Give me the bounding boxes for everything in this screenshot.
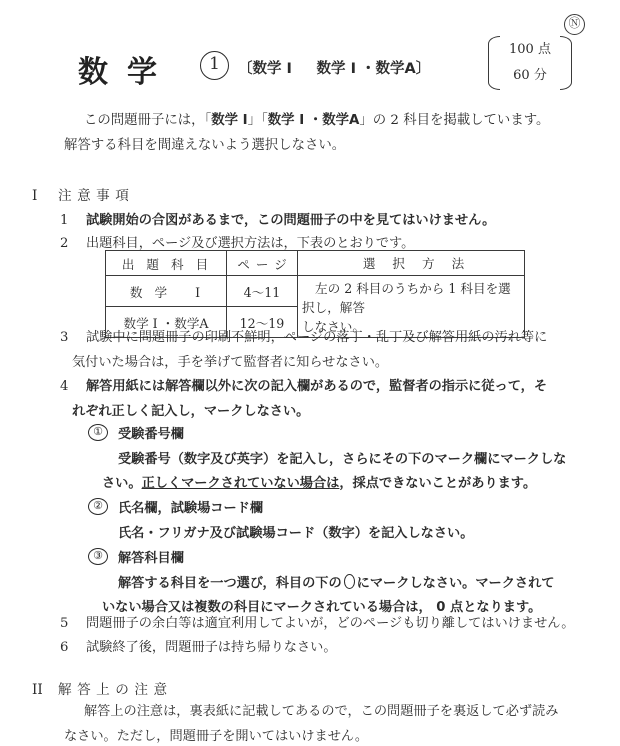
entry-3-text-b: にマークしなさい。マークされて xyxy=(356,575,555,591)
notice-item-3-line-2: 気付いた場合は，手を挙げて監督者に知らせなさい。 xyxy=(72,354,389,370)
notice-item-4-number: 4 xyxy=(60,379,69,394)
table-header-row xyxy=(106,251,525,276)
notice-item-3-number: 3 xyxy=(60,330,69,345)
notice-item-4 xyxy=(60,375,605,424)
entry-field-1-body-line-2 xyxy=(102,472,608,497)
page-title: 数学 xyxy=(78,55,176,90)
entry-1-text-a: さい。 xyxy=(102,476,142,491)
intro-bold-b: 数学 I ・数学A xyxy=(267,113,360,128)
header-cell-subject xyxy=(106,251,227,276)
header-subject-label: 出題科目 xyxy=(121,256,221,272)
section-1-numeral: I xyxy=(32,188,38,204)
section-2-body xyxy=(62,700,607,746)
entry-3-body-line-2: いない場合又は複数の科目にマークされている場合は， 0 点となります。 xyxy=(102,600,542,615)
notice-item-2-number: 2 xyxy=(60,236,69,251)
subject-detail: 〔数学 I 数学 I ・数学A〕 xyxy=(238,61,431,77)
entry-field-2-number: ② xyxy=(88,498,108,515)
intro-bold-a: 数学 I xyxy=(211,113,248,128)
header-cell-pages xyxy=(227,251,298,276)
cell-pages-1: 4〜11 xyxy=(227,276,298,307)
cell-pages-2: 12〜19 xyxy=(227,307,298,338)
section-2-title: 解答上の注意 xyxy=(58,682,173,698)
intro-text-mid: 」「 xyxy=(247,113,268,128)
notice-item-2-text: 出題科目，ページ及び選択方法は，下表のとおりです。 xyxy=(86,236,415,251)
subject-1-label: 数学 I xyxy=(129,284,213,300)
intro-line-1 xyxy=(62,108,582,133)
entry-3-text-a: 解答する科目を一つ選び，科目の下の xyxy=(118,575,342,591)
section-1-title: 注意事項 xyxy=(58,188,135,204)
method-line-1: 左の 2 科目のうちから 1 科目を選択し，解答 xyxy=(302,281,511,315)
entry-field-item-2 xyxy=(88,497,608,546)
entry-field-item-1 xyxy=(88,423,608,497)
entry-1-text-b: ，採点できないことがあります。 xyxy=(339,476,537,491)
cell-subject-2: 数学 I ・数学A xyxy=(106,307,227,338)
notice-item-5-number: 5 xyxy=(60,616,69,631)
notice-item-5 xyxy=(60,612,615,637)
circled-n-mark: Ⓝ xyxy=(564,14,585,35)
header-cell-method xyxy=(298,251,525,276)
section-2-line-1: 解答上の注意は，裏表紙に記載してあるので，この問題冊子を裏返して必ず読み xyxy=(84,704,559,719)
entry-field-1-label: 受験番号欄 xyxy=(118,427,184,442)
section-2-heading xyxy=(32,678,173,698)
subject-table-wrapper xyxy=(105,250,525,338)
entry-field-1-body xyxy=(102,448,608,497)
notice-item-5-text: 問題冊子の余白等は適宜利用してよいが，どのページも切り離してはいけません。 xyxy=(86,616,575,631)
cell-subject-1 xyxy=(106,276,227,307)
notice-item-1-number: 1 xyxy=(60,213,69,228)
score-time-box xyxy=(488,36,572,88)
subject-selection-table xyxy=(105,250,525,338)
exam-duration: 60 分 xyxy=(513,68,547,83)
header-pages-label: ページ xyxy=(237,256,293,272)
notice-item-1-text: 試験開始の合図があるまで，この問題冊子の中を見てはいけません。 xyxy=(86,213,496,228)
entry-field-1-number: ① xyxy=(88,424,108,441)
intro-line-2: 解答する科目を間違えないよう選択しなさい。 xyxy=(64,138,346,153)
entry-field-3-label: 解答科目欄 xyxy=(118,551,184,566)
notice-item-3-line-1: 試験中に問題冊子の印刷不鮮明，ページの落丁・乱丁及び解答用紙の汚れ等に xyxy=(86,330,548,345)
intro-paragraph xyxy=(62,108,582,158)
intro-text-end: 」の 2 科目を掲載しています。 xyxy=(359,113,550,128)
notice-item-6 xyxy=(60,636,605,661)
entry-field-2-body-line-1: 氏名・フリガナ及び試験場コード（数字）を記入しなさい。 xyxy=(118,525,474,541)
entry-field-3-number: ③ xyxy=(88,548,108,565)
notice-item-6-number: 6 xyxy=(60,640,69,655)
intro-text-a: この問題冊子には，「 xyxy=(84,113,212,128)
notice-item-4-line-2: れぞれ正しく記入し，マークしなさい。 xyxy=(72,403,310,419)
notice-item-6-text: 試験終了後，問題冊子は持ち帰りなさい。 xyxy=(86,640,337,655)
table-row xyxy=(106,276,525,307)
entry-field-1-body-line-1: 受験番号（数字及び英字）を記入し，さらにその下のマーク欄にマークしな xyxy=(118,451,567,467)
entry-field-item-3 xyxy=(88,547,608,621)
paper-number-badge: 1 xyxy=(200,51,229,80)
section-2-line-2: なさい。ただし，問題冊子を開いてはいけません。 xyxy=(64,728,369,744)
section-2-numeral: II xyxy=(32,682,43,698)
notice-item-1 xyxy=(60,209,600,234)
mark-oval-icon xyxy=(344,574,355,589)
entry-1-underlined: 正しくマークされていない場合は xyxy=(141,476,340,491)
header-method-label: 選択方法 xyxy=(362,256,482,271)
method-line-2: しなさい。 xyxy=(302,319,365,334)
entry-field-2-label: 氏名欄，試験場コード欄 xyxy=(118,501,264,516)
section-1-heading xyxy=(32,184,134,204)
total-score: 100 点 xyxy=(509,42,551,57)
notice-item-3 xyxy=(60,326,605,375)
notice-item-4-line-1: 解答用紙には解答欄以外に次の記入欄があるので，監督者の指示に従って，そ xyxy=(86,379,548,394)
